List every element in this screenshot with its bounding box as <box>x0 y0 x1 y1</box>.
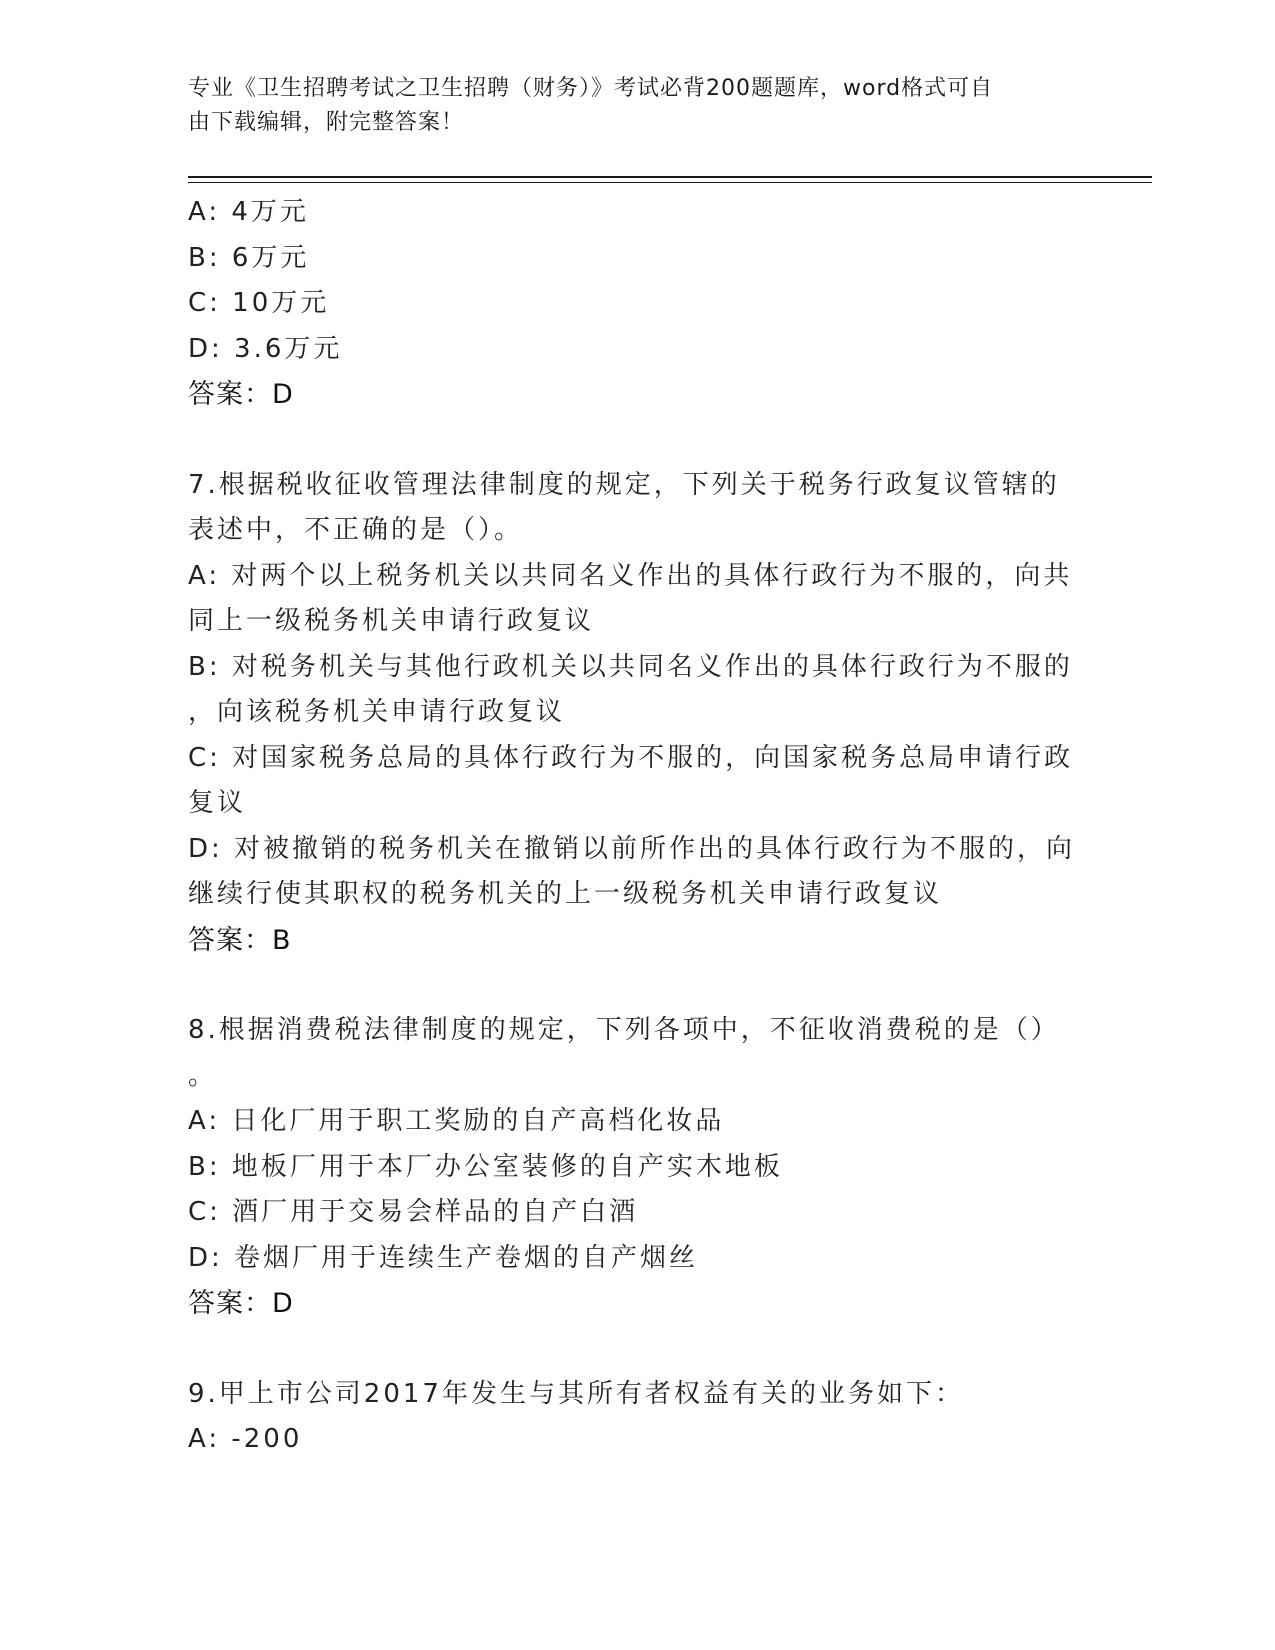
answer-line: 答案：D <box>188 1288 294 1319</box>
option-d: D: 3.6万元 <box>188 333 343 364</box>
question-stem-line-2: 表述中，不正确的是（）。 <box>188 515 524 545</box>
question-stem-line-1: 9.甲上市公司2017年发生与其所有者权益有关的业务如下： <box>188 1378 964 1409</box>
question-8 <box>188 1008 1088 1327</box>
option-b: B: 6万元 <box>188 242 310 273</box>
option-d: D: 对被撤销的税务机关在撤销以前所作出的具体行政行为不服的，向 <box>188 833 1076 864</box>
document-header <box>188 72 1068 140</box>
option-a: A: 对两个以上税务机关以共同名义作出的具体行政行为不服的，向共 <box>188 560 1073 591</box>
header-rule-thin <box>188 182 1152 183</box>
option-a: A: 4万元 <box>188 197 309 227</box>
question-9 <box>188 1372 1088 1463</box>
spacer <box>188 1327 1088 1372</box>
option-b-continued: ，向该税务机关申请行政复议 <box>188 697 566 727</box>
question-list <box>188 190 1088 1463</box>
header-rule-thick <box>188 176 1152 178</box>
answer-line: 答案：D <box>188 379 294 410</box>
option-c: C: 酒厂用于交易会样品的自产白酒 <box>188 1197 639 1227</box>
option-a: A: -200 <box>188 1424 303 1454</box>
question-6 <box>188 190 1088 418</box>
option-b: B: 对税务机关与其他行政机关以共同名义作出的具体行政行为不服的 <box>188 651 1073 682</box>
header-line-1: 专业《卫生招聘考试之卫生招聘（财务）》考试必背200题题库，word格式可自 <box>188 76 994 101</box>
option-c: C: 对国家税务总局的具体行政行为不服的，向国家税务总局申请行政 <box>188 742 1074 773</box>
spacer <box>188 418 1088 463</box>
option-a: A: 日化厂用于职工奖励的自产高档化妆品 <box>188 1106 725 1136</box>
option-d-continued: 继续行使其职权的税务机关的上一级税务机关申请行政复议 <box>188 879 943 909</box>
answer-line: 答案：B <box>188 924 292 956</box>
option-c: C: 10万元 <box>188 288 330 318</box>
option-c-continued: 复议 <box>188 788 247 818</box>
header-line-2: 由下载编辑，附完整答案！ <box>188 110 465 135</box>
question-stem-line-1: 8.根据消费税法律制度的规定，下列各项中，不征收消费税的是（） <box>188 1015 1060 1045</box>
question-stem-line-2: 。 <box>188 1060 218 1091</box>
option-a-continued: 同上一级税务机关申请行政复议 <box>188 606 595 636</box>
question-7 <box>188 463 1088 964</box>
question-stem-line-1: 7.根据税收征收管理法律制度的规定，下列关于税务行政复议管辖的 <box>188 469 1060 500</box>
option-d: D: 卷烟厂用于连续生产卷烟的自产烟丝 <box>188 1242 699 1273</box>
option-b: B: 地板厂用于本厂办公室装修的自产实木地板 <box>188 1151 783 1182</box>
spacer <box>188 963 1088 1008</box>
